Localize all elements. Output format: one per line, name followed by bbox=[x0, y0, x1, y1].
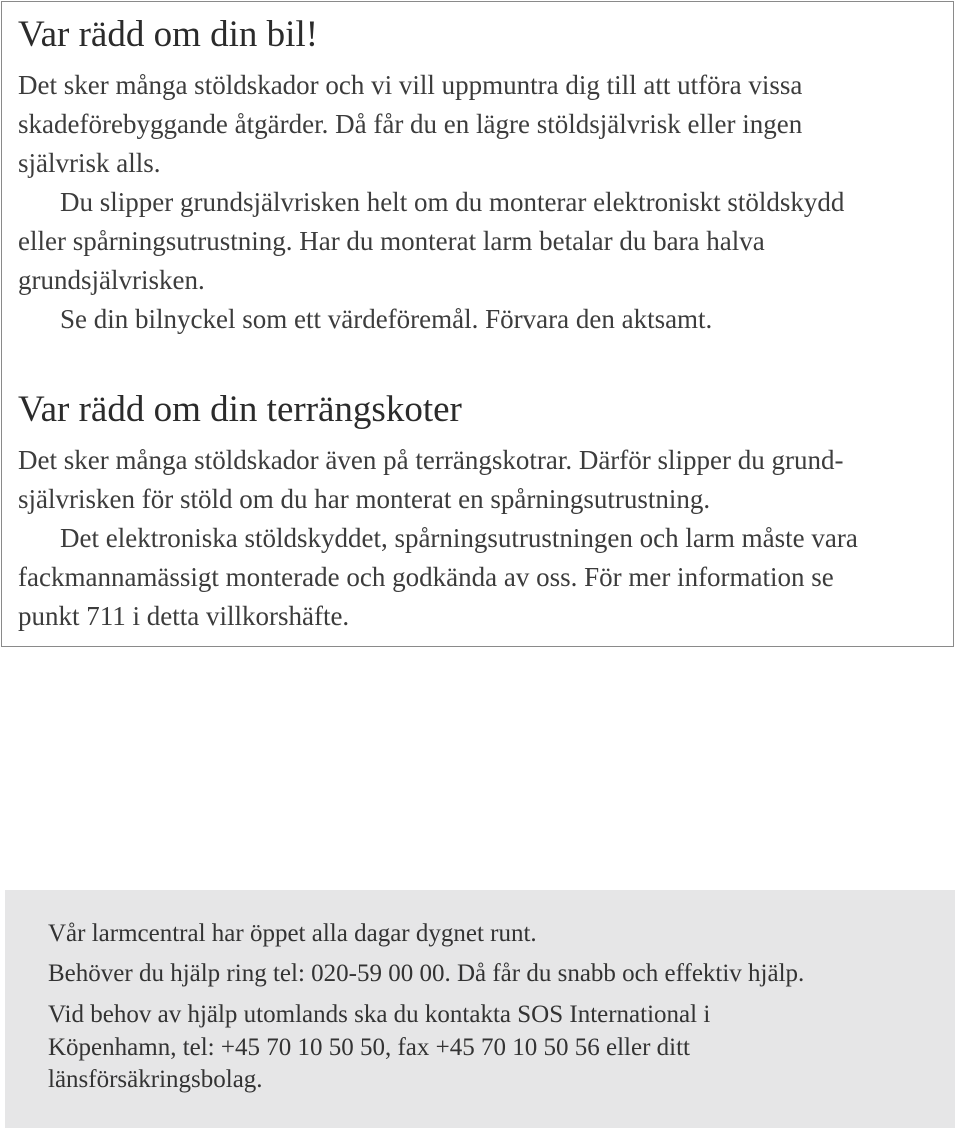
car-paragraph-line: Du slipper grundsjälvrisken helt om du monterar elektroniskt stöldskydd bbox=[60, 187, 845, 217]
car-paragraph-line: självrisk alls. bbox=[18, 148, 161, 178]
car-heading: Var rädd om din bil! bbox=[18, 14, 319, 55]
footer-line: länsförsäkringsbolag. bbox=[48, 1066, 263, 1093]
snowmobile-paragraph-line: Det sker många stöldskador även på terrängskotrar. Därför slipper du grund- bbox=[18, 445, 844, 475]
snowmobile-heading: Var rädd om din terrängskoter bbox=[18, 389, 462, 430]
alarm-center-info-panel bbox=[5, 890, 955, 1128]
car-paragraph-line: Det sker många stöldskador och vi vill uppmuntra dig till att utföra vissa bbox=[18, 70, 803, 100]
footer-line: Vid behov av hjälp utomlands ska du kontakta SOS International i bbox=[48, 1001, 711, 1028]
car-paragraph-line: eller spårningsutrustning. Har du monterat larm betalar du bara halva bbox=[18, 226, 765, 256]
car-paragraph-line: Se din bilnyckel som ett värdeföremål. Förvara den aktsamt. bbox=[60, 304, 713, 334]
car-paragraph-line: skadeförebyggande åtgärder. Då får du en lägre stöldsjälvrisk eller ingen bbox=[18, 109, 803, 139]
snowmobile-paragraph-line: självrisken för stöld om du har monterat en spårningsutrustning. bbox=[18, 484, 711, 514]
snowmobile-paragraph-line: fackmannamässigt monterade och godkända av oss. För mer information se bbox=[18, 562, 834, 592]
footer-line: Köpenhamn, tel: +45 70 10 50 50, fax +45 70 10 50 56 eller ditt bbox=[48, 1034, 690, 1061]
snowmobile-paragraph-line: punkt 711 i detta villkorshäfte. bbox=[18, 601, 350, 631]
footer-line: Vår larmcentral har öppet alla dagar dygnet runt. bbox=[48, 920, 537, 947]
car-paragraph-line: grundsjälvrisken. bbox=[18, 265, 205, 295]
snowmobile-paragraph-line: Det elektroniska stöldskyddet, spårningsutrustningen och larm måste vara bbox=[60, 523, 858, 553]
footer-line: Behöver du hjälp ring tel: 020-59 00 00. Då får du snabb och effektiv hjälp. bbox=[48, 960, 805, 987]
